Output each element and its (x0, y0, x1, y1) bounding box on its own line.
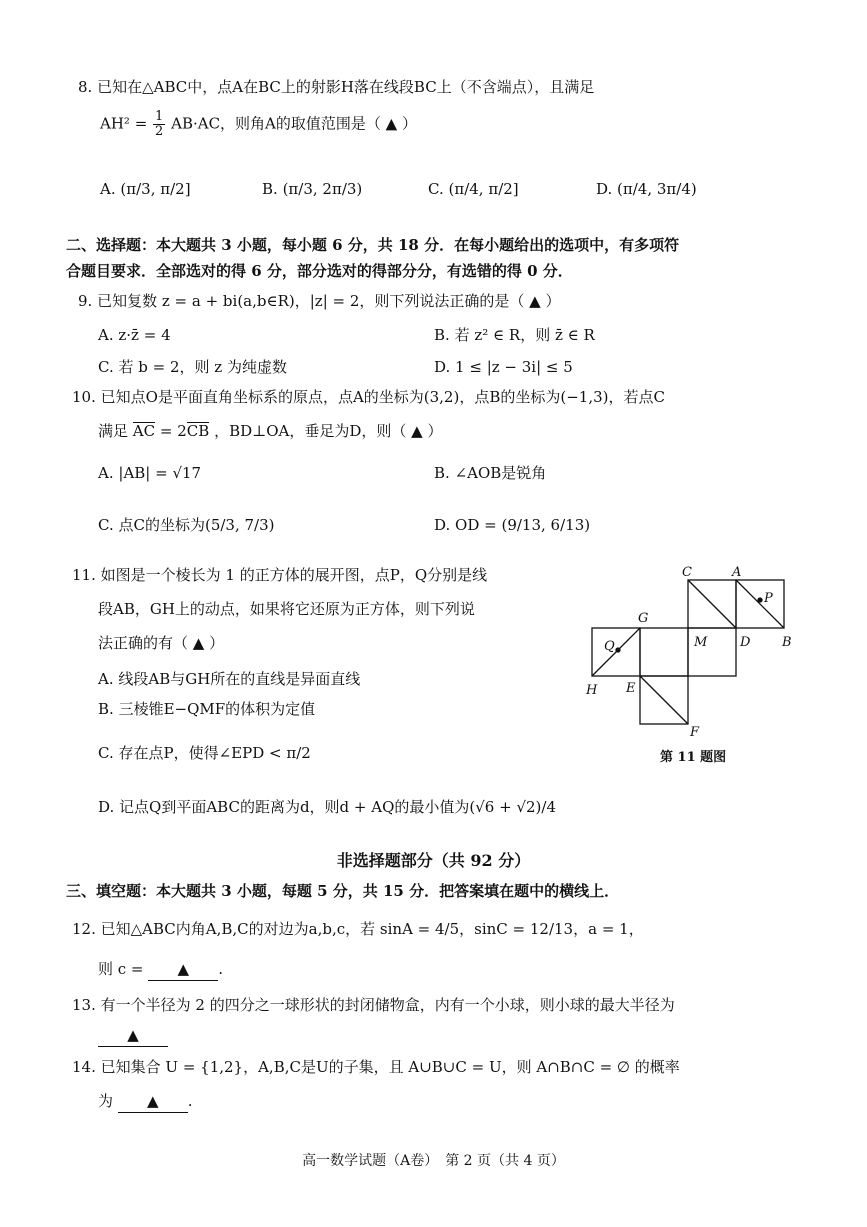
section2-instructions-1: 二、选择题：本大题共 3 小题，每小题 6 分，共 18 分．在每小题给出的选项中，有多项符 (66, 236, 680, 254)
net-diagonal-gh (592, 628, 640, 676)
q14-answer-line: 为 ▲ . (98, 1090, 193, 1113)
net-diagonal-ef (640, 676, 688, 724)
q8-half-fraction: $\frac{1}{2}$ (155, 109, 164, 139)
q9-option-a: A. z·z̄ = 4 (98, 326, 171, 344)
vector-cb: CB (186, 422, 210, 440)
q12-stem: 12. 已知△ABC内角A,B,C的对边为a,b,c，若 sinA = 4/5，sinC = 12/13，a = 1， (72, 920, 644, 938)
q13-answer-line (98, 1024, 168, 1047)
label-g: G (638, 611, 649, 626)
q10-line1: 10. 已知点O是平面直角坐标系的原点，点A的坐标为(3,2)，点B的坐标为(−1,3)，若点C (72, 388, 665, 406)
net-face-middle-2 (640, 628, 688, 676)
q13-number: 13. (72, 996, 96, 1014)
q11-option-d: D. 记点Q到平面ABC的距离为d，则d + AQ的最小值为(√6 + √2)/4 (98, 798, 557, 816)
q11-option-a: A. 线段AB与GH所在的直线是异面直线 (98, 670, 361, 688)
q8-number: 8. (78, 78, 93, 96)
part2-title: 非选择题部分（共 92 分） (336, 851, 531, 870)
q9-option-c: C. 若 b = 2，则 z 为纯虚数 (98, 358, 287, 376)
q13-stem: 13. 有一个半径为 2 的四分之一球形状的封闭储物盒，内有一个小球，则小球的最大半径为 (72, 996, 675, 1014)
q12-number: 12. (72, 920, 96, 938)
page-footer: 高一数学试题（A卷） 第 2 页（共 4 页） (302, 1153, 565, 1169)
q9-stem: 9. 已知复数 z = a + bi(a,b∈R)，|z| = 2，则下列说法正确的是（ ▲ ） (78, 292, 561, 310)
label-c: C (682, 565, 692, 580)
label-a: A (732, 565, 742, 580)
label-b: B (782, 635, 792, 650)
section2-instructions-2: 合题目要求．全部选对的得 6 分，部分选对的得部分分，有选错的得 0 分． (66, 262, 573, 280)
vector-ac: AC (132, 422, 156, 440)
q13-answer-blank[interactable]: ▲ (98, 1024, 168, 1047)
q11-option-b: B. 三棱锥E−QMF的体积为定值 (98, 700, 316, 718)
q8-line1 (78, 76, 594, 98)
q14-answer-blank[interactable]: ▲ (118, 1090, 188, 1113)
figure-caption: 第 11 题图 (660, 750, 727, 765)
q8-line2 (100, 110, 417, 139)
label-m: M (694, 635, 708, 650)
point-q (616, 648, 620, 652)
q9-option-b: B. 若 z² ∈ R，则 z̄ ∈ R (434, 326, 595, 344)
label-p: P (764, 591, 773, 606)
q8-stem-2a: AH² = (100, 114, 148, 133)
label-f: F (690, 725, 700, 740)
q9-option-d: D. 1 ≤ |z − 3i| ≤ 5 (434, 358, 573, 376)
q12-answer-line: 则 c = ▲ . (98, 958, 223, 981)
q9-number: 9. (78, 292, 93, 310)
section3-instructions: 三、填空题：本大题共 3 小题，每题 5 分，共 15 分．把答案填在题中的横线上． (66, 882, 620, 900)
answer-mark: ▲ (385, 114, 398, 133)
q11-line1: 11. 如图是一个棱长为 1 的正方体的展开图，点P，Q分别是线 (72, 566, 488, 584)
point-p (758, 598, 762, 602)
label-d: D (740, 635, 751, 650)
q10-option-a: A. |AB| = √17 (98, 464, 202, 482)
q8-option-a: A. (π/3, π/2] (100, 180, 191, 198)
q10-option-c: C. 点C的坐标为(5/3, 7/3) (98, 516, 275, 534)
q14-stem: 14. 已知集合 U = {1,2}，A,B,C是U的子集，且 A∪B∪C = U，则 A∩B∩C = ∅ 的概率 (72, 1058, 680, 1076)
label-q: Q (604, 639, 615, 654)
q10-option-d: D. OD = (9/13, 6/13) (434, 516, 591, 534)
q8-option-b: B. (π/3, 2π/3) (262, 180, 363, 198)
label-h: H (586, 683, 598, 698)
q8-close: ） (402, 114, 418, 133)
q14-number: 14. (72, 1058, 96, 1076)
q8-stem-2b: AB·AC，则角A的取值范围是（ (171, 114, 381, 133)
q12-answer-blank[interactable]: ▲ (148, 958, 218, 981)
q10-number: 10. (72, 388, 96, 406)
label-e: E (626, 681, 636, 696)
q11-line2: 段AB，GH上的动点，如果将它还原为正方体，则下列说 (98, 600, 475, 618)
q11-option-c: C. 存在点P，使得∠EPD < π/2 (98, 744, 311, 762)
q10-line2: 满足 AC = 2CB ，BD⊥OA，垂足为D，则（ ▲ ） (98, 422, 443, 440)
cube-net-figure (580, 560, 800, 740)
q8-stem-1: 已知在△ABC中，点A在BC上的射影H落在线段BC上（不含端点），且满足 (97, 78, 595, 96)
q10-option-b: B. ∠AOB是锐角 (434, 464, 547, 482)
q11-number: 11. (72, 566, 96, 584)
net-diagonal-cm (688, 580, 736, 628)
q8-option-d: D. (π/4, 3π/4) (596, 180, 697, 198)
q11-line3: 法正确的有（ ▲ ） (98, 634, 225, 652)
net-diagonal-ad (736, 580, 784, 628)
q8-option-c: C. (π/4, π/2] (428, 180, 519, 198)
